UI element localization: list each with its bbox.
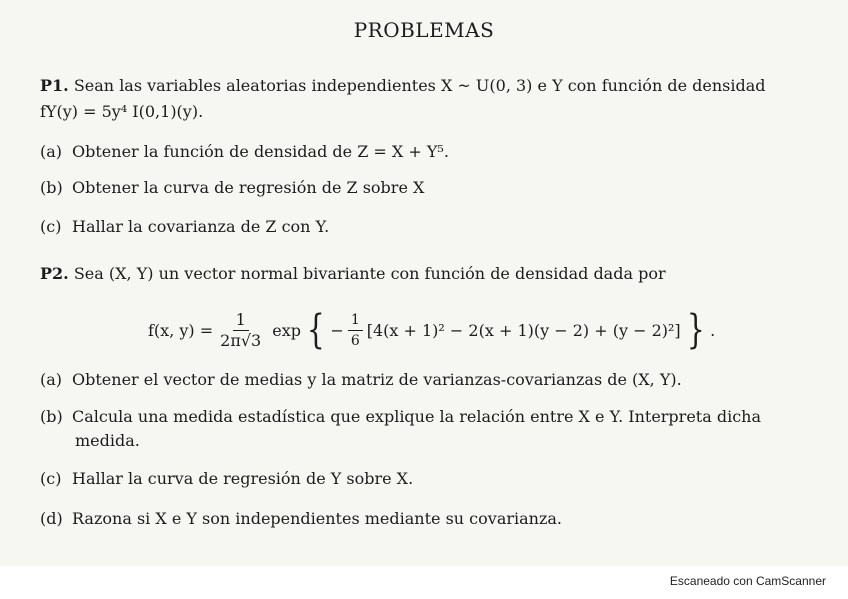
- formula-period: .: [710, 320, 716, 340]
- p2-item-b: [40, 407, 761, 426]
- p1-item-b: [40, 178, 424, 197]
- page-title: PROBLEMAS: [353, 18, 495, 42]
- p2-c-tag: (c): [40, 469, 62, 488]
- formula-body: [4(x + 1)² − 2(x + 1)(y − 2) + (y − 2)²]: [366, 320, 681, 340]
- inner-numerator: 1: [348, 310, 363, 331]
- p2-b-tag: (b): [40, 407, 63, 426]
- p1-c-text: Hallar la covarianza de Z con Y.: [72, 217, 330, 236]
- p2-b-text: Calcula una medida estadística que explique la relación entre X e Y. Interpreta dicha: [72, 407, 762, 426]
- p1-intro-line2: fY(y) = 5y⁴ I(0,1)(y).: [40, 102, 204, 121]
- formula-fraction: [217, 310, 264, 351]
- formula-exp: exp: [272, 320, 301, 340]
- formula-denominator: 2π√3: [220, 330, 262, 350]
- p2-item-b-continued: medida.: [75, 431, 140, 450]
- p1-item-c: [40, 217, 329, 236]
- p1-label: P1.: [40, 76, 69, 95]
- p2-d-text: Razona si X e Y son independientes mediante su covarianza.: [72, 509, 563, 528]
- p2-d-tag: (d): [40, 509, 63, 528]
- p2-a-text: Obtener el vector de medias y la matriz de varianzas-covarianzas de (X, Y).: [72, 370, 682, 389]
- p1-item-a: [40, 142, 449, 161]
- camscanner-footer: Escaneado con CamScanner: [669, 574, 826, 588]
- p2-label: P2.: [40, 264, 69, 283]
- p2-a-tag: (a): [40, 370, 63, 389]
- inner-fraction: [348, 310, 363, 351]
- p1-b-tag: (b): [40, 178, 63, 197]
- p2-item-a: [40, 370, 682, 389]
- minus-sign: −: [330, 320, 344, 340]
- density-formula: [148, 300, 715, 360]
- left-brace: {: [306, 307, 325, 353]
- p2-item-c: [40, 469, 413, 488]
- p2-intro: [40, 264, 666, 283]
- p1-a-text: Obtener la función de densidad de Z = X + Y⁵.: [72, 142, 449, 161]
- p2-intro-text: Sea (X, Y) un vector normal bivariante con función de densidad dada por: [73, 264, 666, 283]
- p2-c-text: Hallar la curva de regresión de Y sobre X.: [72, 469, 414, 488]
- formula-lhs: f(x, y) =: [148, 320, 214, 340]
- p2-item-d: [40, 509, 562, 528]
- p1-b-text: Obtener la curva de regresión de Z sobre X: [72, 178, 425, 197]
- p1-a-tag: (a): [40, 142, 63, 161]
- p1-c-tag: (c): [40, 217, 62, 236]
- inner-denominator: 6: [350, 332, 360, 349]
- p1-intro-text: Sean las variables aleatorias independientes X ~ U(0, 3) e Y con función de densidad: [73, 76, 766, 95]
- formula-numerator: 1: [233, 310, 249, 331]
- p1-intro-line1: [40, 76, 766, 95]
- right-brace: }: [686, 307, 705, 353]
